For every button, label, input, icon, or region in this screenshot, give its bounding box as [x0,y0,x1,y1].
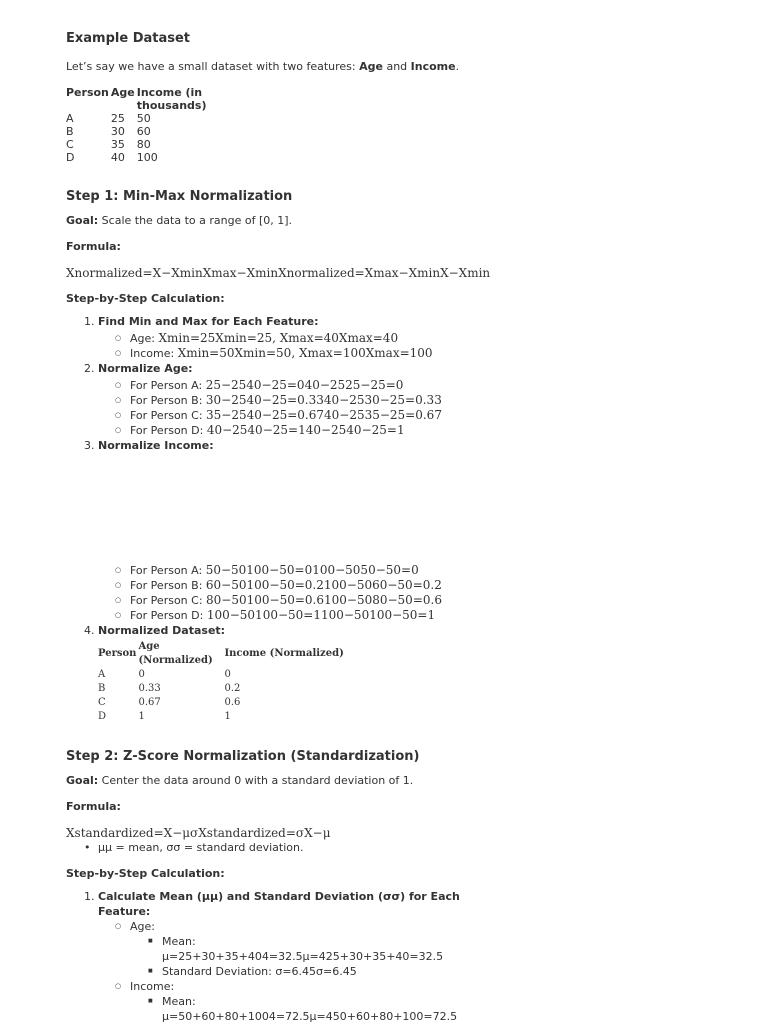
blank-area [98,453,706,561]
sub-item [130,408,706,423]
table-cell: C [98,697,106,708]
formula-label: Formula: [66,800,121,813]
table-row [66,151,229,164]
table-cell: D [66,151,75,164]
table-cell: 60 [136,125,151,138]
sub-item [130,423,706,438]
table-cell: D [98,711,107,722]
step1-calc-label [66,292,706,306]
sub-item [130,979,478,1024]
math-expression: Xmin=50Xmin=50, Xmax=100Xmax=100 [177,346,433,360]
table-cell: 100 [136,151,158,164]
sub-item [130,378,706,393]
table-row [98,682,346,696]
goal-label: Goal: [66,774,99,787]
sub-sub-item: ■ Mean: μ=25+30+35+404=32.5μ=425+30+35+40=32.5 [162,934,478,964]
table-cell: 0.2 [224,683,241,694]
intro-age: Age [359,60,383,73]
calc-label: Step-by-Step Calculation: [66,867,225,880]
intro-income: Income [410,60,456,73]
step2-title: Step 2: Z-Score Normalization (Standardization) [66,749,420,764]
math-expression: 25−2540−25=040−2525−25=0 [205,378,404,392]
sub-label: Income: [130,347,178,360]
math-expression: 80−50100−50=0.6100−5080−50=0.6 [206,593,442,607]
sub-label: For Person A: [130,564,206,577]
step-title: Normalized Dataset: [98,624,226,637]
table-cell: 1 [224,711,231,722]
sub-sub-item: ■ Mean: μ=50+60+80+1004=72.5μ=450+60+80+100=72.5 [162,994,478,1024]
table-header: Age (Normalized) [138,641,213,666]
sub-item [130,608,706,623]
formula-notes [66,840,706,855]
sub-item [130,578,706,593]
sub-list [98,331,706,361]
table-cell: 0 [224,669,231,680]
step1-steps [66,314,706,724]
sub-item [130,331,706,346]
sub-list [98,919,478,1024]
table-cell: C [66,138,74,151]
sub-label: Age: [130,920,155,933]
sub-item [130,593,706,608]
table-header-row [66,86,229,112]
sub-label: For Person B: [130,579,206,592]
list-item [98,623,706,724]
table-cell: 50 [136,112,151,125]
step1-formula-label [66,240,706,254]
table-cell: A [98,669,106,680]
math-expression: 100−50100−50=1100−50100−50=1 [206,608,436,622]
sub-item [130,919,478,979]
table-cell: 0.67 [138,697,161,708]
goal-label: Goal: [66,214,99,227]
sub-sub-item: ■ Standard Deviation: σ=6.45σ=6.45 [162,964,478,979]
sub-label: For Person B: [130,394,206,407]
table-header: Income (Normalized) [224,648,344,659]
sub-item [130,393,706,408]
goal-text: Scale the data to a range of [0, 1]. [98,214,293,227]
table-row [98,696,346,710]
math-expression: 35−2540−25=0.6740−2535−25=0.67 [206,408,442,422]
step1-goal [66,214,706,228]
table-cell: 0.6 [224,697,241,708]
sub-label: For Person C: [130,594,207,607]
step2-steps [66,889,478,1024]
sub-label: For Person C: [130,409,207,422]
table-cell: 80 [136,138,151,151]
step-title: Calculate Mean (μμ) and Standard Deviation (σσ) for Each Feature: [98,890,460,918]
table-header: Person [66,86,109,99]
step1-title: Step 1: Min-Max Normalization [66,189,293,204]
table-row [98,710,346,724]
document [66,30,706,1024]
sub-item [130,346,706,361]
math-expression: 30−2540−25=0.3340−2530−25=0.33 [205,393,442,407]
example-intro [66,60,706,74]
step-title: Normalize Income: [98,439,214,452]
sub-label: Income: [130,980,175,993]
calc-label: Step-by-Step Calculation: [66,292,225,305]
table-cell: 40 [110,151,125,164]
math-expression: 40−2540−25=140−2540−25=1 [206,423,405,437]
sub-label: For Person D: [130,424,207,437]
table-header-row [98,640,346,668]
sub-list [98,378,706,438]
table-row [98,668,346,682]
sub-sub-list [130,994,478,1024]
table-row [66,138,229,151]
sub-label: Age: [130,332,159,345]
table-cell: A [66,112,74,125]
list-item: • μμ = mean, σσ = standard deviation. [98,840,706,855]
intro-and: and [382,60,411,73]
step2-calc-label [66,867,706,881]
table-header: Income (in thousands) [136,86,207,112]
table-cell: B [66,125,74,138]
sub-label: For Person D: [130,609,207,622]
formula-label: Formula: [66,240,121,253]
table-cell: 0 [138,669,145,680]
example-title: Example Dataset [66,31,191,46]
table-cell: 0.33 [138,683,161,694]
table-header: Age [110,86,135,99]
list-item [98,361,706,438]
normalized-table [98,640,346,724]
math-expression: Xmin=25Xmin=25, Xmax=40Xmax=40 [158,331,399,345]
sub-label: For Person A: [130,379,206,392]
list-item [98,889,478,1024]
sub-list [98,563,706,623]
list-item [98,438,706,623]
table-cell: 30 [110,125,125,138]
table-cell: 35 [110,138,125,151]
sub-item [130,563,706,578]
intro-text: Let’s say we have a small dataset with two features: [66,60,360,73]
step-title: Find Min and Max for Each Feature: [98,315,319,328]
table-row [66,112,229,125]
step2-goal [66,774,706,788]
math-expression: 50−50100−50=0100−5050−50=0 [205,563,419,577]
table-cell: 25 [110,112,125,125]
table-cell: B [98,683,106,694]
step-title: Normalize Age: [98,362,193,375]
table-header: Person [98,648,137,659]
step2-formula-label [66,800,706,814]
goal-text: Center the data around 0 with a standard deviation of 1. [98,774,414,787]
table-cell: 1 [138,711,145,722]
step1-formula: Xnormalized=X−XminXmax−XminXnormalized=Xmax−XminX−Xmin [66,266,491,280]
sub-sub-list [130,934,478,979]
list-item [98,314,706,361]
step2-formula: Xstandardized=X−μσXstandardized=σX−μ [66,826,331,840]
math-expression: 60−50100−50=0.2100−5060−50=0.2 [205,578,442,592]
intro-suffix: . [455,60,460,73]
table-row [66,125,229,138]
example-table [66,86,229,164]
